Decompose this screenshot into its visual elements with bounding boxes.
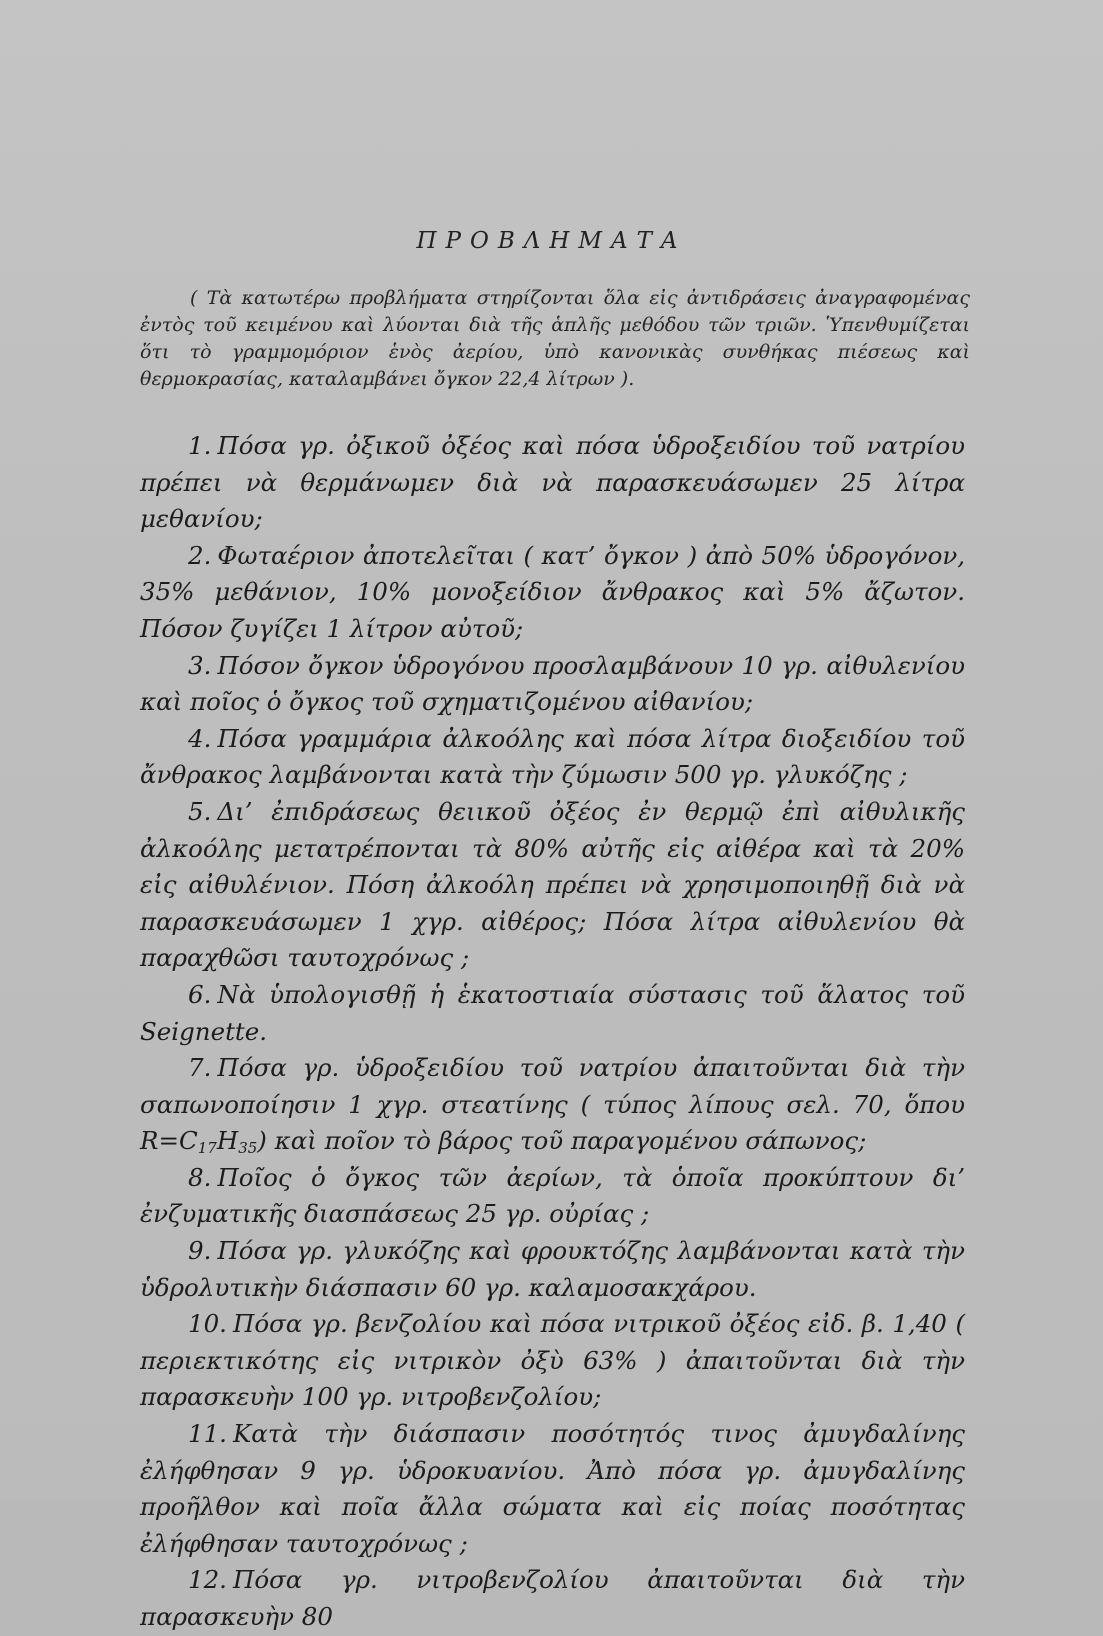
problem-number: 1. bbox=[188, 431, 212, 460]
problem-text: Δι’ ἐπιδράσεως θειικοῦ ὀξέος ἐν θερμῷ ἐπὶ αἰθυλικῆς ἀλκοόλης μετατρέπονται τὰ 80% αὐτῆς εἰς αἰθέρα καὶ τὰ 20% εἰς αἰθυλένιον. Πόση ἀλκοόλη πρέπει νὰ χρησιμοποιηθῇ διὰ νὰ παρασκευάσωμεν 1 χγρ. αἰθέρος; Πόσα λίτρα αἰθυλενίου θὰ παραχθῶσι ταυτοχρόνως ; bbox=[140, 796, 965, 973]
problem-1 bbox=[140, 428, 965, 538]
problem-12 bbox=[140, 1562, 965, 1635]
problem-number: 9. bbox=[188, 1236, 212, 1266]
problem-7 bbox=[140, 1050, 965, 1160]
problem-number: 2. bbox=[188, 540, 212, 570]
problem-8 bbox=[140, 1160, 965, 1233]
problem-number: 12. bbox=[188, 1565, 227, 1595]
problem-number: 7. bbox=[188, 1053, 212, 1083]
intro-note: ( Τὰ κατωτέρω προβλήματα στηρίζονται ὅλα εἰς ἀντιδράσεις ἀναγραφομένας ἐντὸς τοῦ κειμένου καὶ λύονται διὰ τῆς ἁπλῆς μεθόδου τῶν τριῶν. Ὑπενθυμίζεται ὅτι τὸ γραμμομόριον ἑνὸς ἀερίου, ὑπὸ κανονικὰς συνθήκας πιέσεως καὶ θερμοκρασίας, καταλαμβάνει ὄγκον 22,4 λίτρων ). bbox=[140, 287, 970, 390]
problem-text: Πόσον ὄγκον ὑδρογόνου προσλαμβάνουν 10 γρ. αἰθυλενίου καὶ ποῖος ὁ ὄγκος τοῦ σχηματιζομένου αἰθανίου; bbox=[140, 650, 965, 717]
problem-6 bbox=[140, 977, 965, 1050]
problem-number: 5. bbox=[188, 796, 212, 826]
problem-text-continued: καὶ ποῖον τὸ βάρος τοῦ παραγομένου σάπωνος; bbox=[266, 1126, 867, 1156]
formula: $R=C_{17}H_{35}$) bbox=[140, 1126, 267, 1158]
problem-10 bbox=[140, 1306, 965, 1416]
problem-text: Πόσα γρ. νιτροβενζολίου ἀπαιτοῦνται διὰ τὴν παρασκευὴν 80 bbox=[140, 1565, 965, 1631]
problem-text: Πόσα γραμμάρια ἀλκοόλης καὶ πόσα λίτρα διοξειδίου τοῦ ἄνθρακος λαμβάνονται κατὰ τὴν ζύμωσιν 500 γρ. γλυκόζης ; bbox=[140, 723, 965, 790]
problem-9 bbox=[140, 1233, 965, 1306]
problem-number: 3. bbox=[188, 650, 212, 680]
problem-text: Νὰ ὑπολογισθῇ ἡ ἑκατοστιαία σύστασις τοῦ ἅλατος τοῦ Seignette. bbox=[140, 979, 965, 1046]
problem-3 bbox=[140, 648, 965, 721]
problem-list bbox=[140, 428, 965, 1636]
problem-text: Κατὰ τὴν διάσπασιν ποσότητός τινος ἀμυγδαλίνης ἐλήφθησαν 9 γρ. ὑδροκυανίου. Ἀπὸ πόσα γρ. ἀμυγδαλίνης προῆλθον καὶ ποῖα ἄλλα σώματα καὶ εἰς ποίας ποσότητας ἐλήφθησαν ταυτοχρόνως ; bbox=[140, 1419, 965, 1558]
problem-text: Πόσα γρ. ὑδροξειδίου τοῦ νατρίου ἀπαιτοῦνται διὰ τὴν σαπωνοποίησιν 1 χγρ. στεατίνης ( τύπος λίπους σελ. 70, ὅπου bbox=[140, 1053, 965, 1119]
problem-text: Ποῖος ὁ ὄγκος τῶν ἀερίων, τὰ ὁποῖα προκύπτουν δι’ ἐνζυματικῆς διασπάσεως 25 γρ. οὐρίας ; bbox=[140, 1162, 965, 1229]
problem-number: 11. bbox=[188, 1419, 227, 1449]
problem-text: Πόσα γρ. βενζολίου καὶ πόσα νιτρικοῦ ὀξέος εἰδ. β. 1,40 ( περιεκτικότης εἰς νιτρικὸν ὀξὺ 63% ) ἀπαιτοῦνται διὰ τὴν παρασκευὴν 100 γρ. νιτροβενζολίου; bbox=[140, 1309, 965, 1412]
problem-number: 10. bbox=[188, 1309, 227, 1339]
problem-5 bbox=[140, 794, 965, 977]
problem-text: Φωταέριον ἀποτελεῖται ( κατ’ ὄγκον ) ἀπὸ 50% ὑδρογόνον, 35% μεθάνιον, 10% μονοξείδιον ἄνθρακος καὶ 5% ἄζωτον. Πόσον ζυγίζει 1 λίτρον αὐτοῦ; bbox=[140, 540, 965, 643]
page-title: ΠΡΟΒΛΗΜΑΤΑ bbox=[416, 228, 687, 254]
problem-11 bbox=[140, 1416, 965, 1562]
problem-number: 6. bbox=[188, 979, 212, 1009]
problem-text: Πόσα γρ. ὀξικοῦ ὀξέος καὶ πόσα ὑδροξειδίου τοῦ νατρίου πρέπει νὰ θερμάνωμεν διὰ νὰ παρασκευάσωμεν 25 λίτρα μεθανίου; bbox=[140, 431, 965, 534]
problem-number: 8. bbox=[188, 1162, 212, 1192]
problem-4 bbox=[140, 721, 965, 794]
problem-text: Πόσα γρ. γλυκόζης καὶ φρουκτόζης λαμβάνονται κατὰ τὴν ὑδρολυτικὴν διάσπασιν 60 γρ. καλαμοσακχάρου. bbox=[140, 1236, 965, 1302]
problem-2 bbox=[140, 538, 965, 648]
problem-number: 4. bbox=[188, 723, 212, 753]
